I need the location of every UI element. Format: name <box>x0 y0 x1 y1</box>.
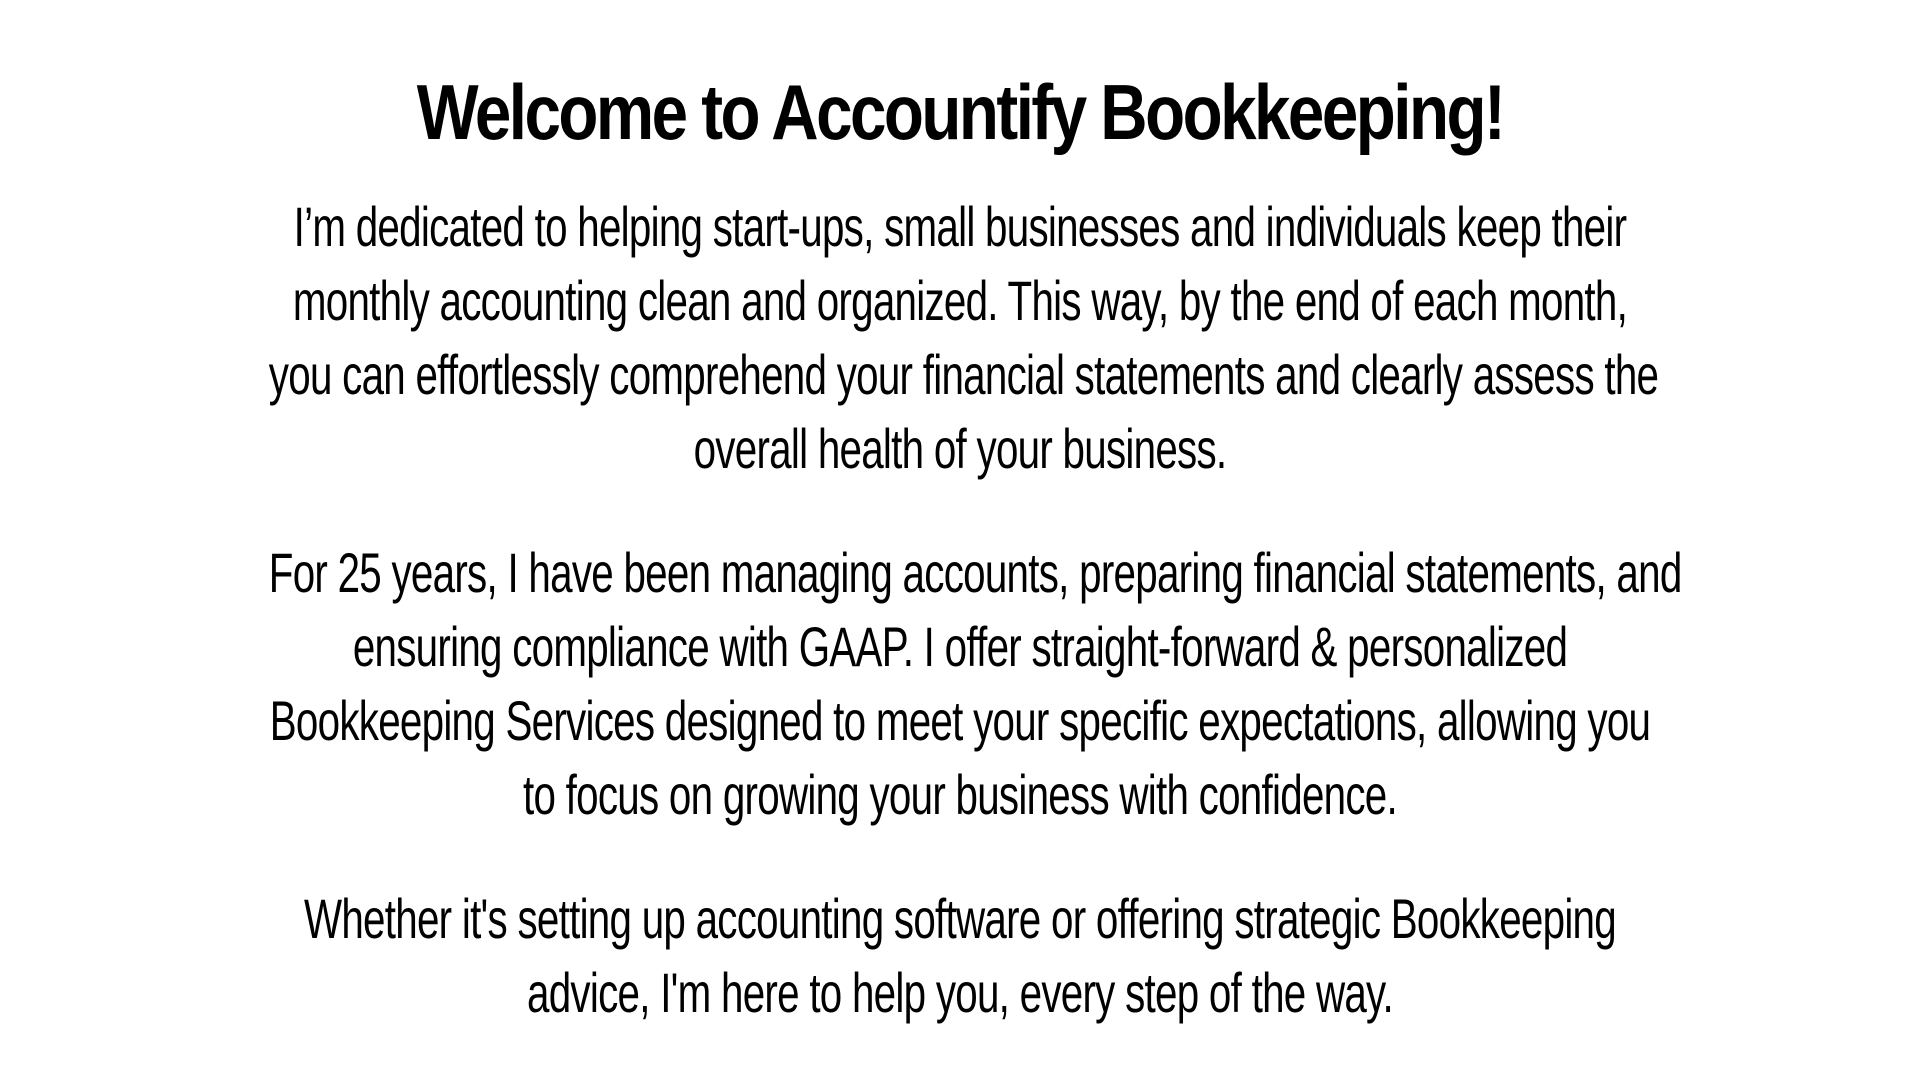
intro-line: monthly accounting clean and organized. This way, by the end of each month, <box>292 269 1628 332</box>
experience-line: ensuring compliance with GAAP. I offer straight-forward & personalized <box>352 615 1568 678</box>
intro-line: you can effortlessly comprehend your financial statements and clearly assess the <box>268 343 1659 406</box>
intro-line: overall health of your business. <box>693 417 1227 480</box>
experience-line: Bookkeeping Services designed to meet your specific expectations, allowing you <box>269 689 1651 752</box>
closing-paragraph <box>269 882 1651 1030</box>
intro-line: I’m dedicated to helping start-ups, small businesses and individuals keep their <box>293 195 1627 258</box>
intro-paragraph <box>268 190 1659 486</box>
closing-line: Whether it's setting up accounting software or offering strategic Bookkeeping <box>304 887 1616 950</box>
page-title: Welcome to Accountify Bookkeeping! <box>416 68 1504 156</box>
experience-line: to focus on growing your business with confidence. <box>523 763 1397 826</box>
closing-line: advice, I'm here to help you, every step of the way. <box>527 961 1393 1024</box>
experience-paragraph <box>268 536 1682 832</box>
experience-line: For 25 years, I have been managing accounts, preparing financial statements, and <box>268 541 1682 604</box>
